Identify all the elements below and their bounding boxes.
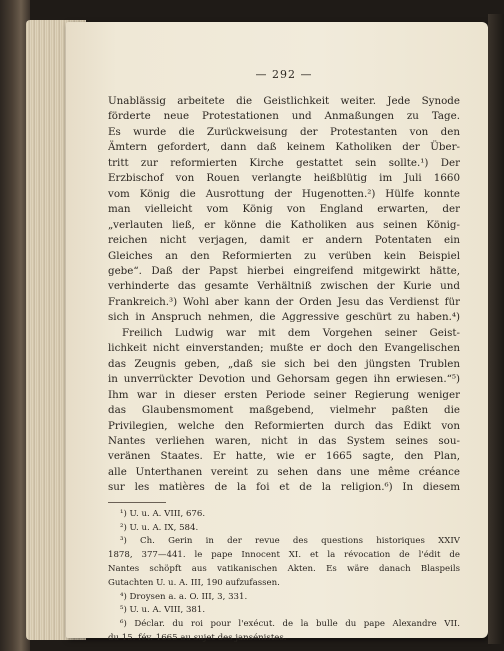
- body-line: Frankreich.³) Wohl aber kann der Orden Jesu das Verdienst für: [108, 295, 460, 308]
- footnote: ⁶) Déclar. du roi pour l'exécut. de la bulle du pape Alexandre VII.: [120, 619, 460, 630]
- body-line: Erzbischof von Rouen verlangte heißblütig im Juli 1660: [108, 172, 460, 185]
- body-line: man vielleicht vom König von England erwarten, der: [108, 203, 460, 216]
- body-line: Unablässig arbeitete die Geistlichkeit weiter. Jede Synode: [108, 95, 460, 107]
- body-line: vom König die Ausrottung der Hugenotten.²) Hülfe konnte: [108, 187, 460, 200]
- body-line: in unverrückter Devotion und Gehorsam gegen ihn erwiesen.“⁵): [108, 373, 460, 386]
- body-line: Freilich Ludwig war mit dem Vorgehen seiner Geist-: [122, 326, 460, 339]
- body-text: [108, 94, 460, 496]
- body-line: lichkeit nicht einverstanden; mußte er doch den Evangelischen: [108, 342, 460, 355]
- body-line: sich in Anspruch nehmen, die Aggressive geschürt zu haben.⁴): [108, 311, 460, 324]
- body-line: Ämtern gefordert, dann daß keinem Katholiken der Über-: [108, 141, 460, 154]
- body-line: tritt zur reformierten Kirche gestattet sein sollte.¹) Der: [108, 156, 460, 169]
- body-line: Es wurde die Zurückweisung der Protestanten von den: [108, 125, 460, 138]
- body-line: verhinderte das gesamte Verhältniß zwischen der Kurie und: [108, 280, 460, 293]
- body-line: Nantes verliehen waren, nicht in das System seines sou-: [108, 434, 460, 447]
- book-cover-right: [488, 14, 504, 644]
- page-text: [108, 68, 460, 646]
- footnote-continuation: Nantes schöpft aus vatikanischen Akten. Es wäre danach Blaspeils: [108, 563, 460, 574]
- body-line: veränen Staates. Er hatte, wie er 1665 sagte, den Plan,: [108, 450, 460, 463]
- body-line: alle Unterthanen vereint zu sehen dans une même créance: [108, 465, 460, 478]
- footnote-divider: [108, 502, 166, 503]
- footnotes: [108, 508, 460, 646]
- footnote-continuation: du 15. fév. 1665 au sujet des jansénistes.: [108, 632, 287, 643]
- footnote: ¹) U. u. A. VIII, 676.: [120, 508, 206, 519]
- page-number: — 292 —: [255, 68, 313, 81]
- body-line: gebe“. Daß der Papst hierbei eingreifend mitgewirkt hätte,: [108, 264, 460, 277]
- body-line: das Zeugnis geben, „daß sie sich bei den jüngsten Trublen: [108, 357, 460, 370]
- body-line: „verlauten ließ, er könne die Katholiken aus seinen König-: [108, 218, 460, 231]
- footnote: ⁴) Droysen a. a. O. III, 3, 331.: [120, 591, 248, 602]
- footnote: ³) Ch. Gerin in der revue des questions historiques XXIV: [120, 536, 460, 547]
- body-line: Ihm war in dieser ersten Periode seiner Regierung weniger: [108, 388, 460, 401]
- body-line: reichen nicht verjagen, damit er andern Potentaten ein: [108, 234, 460, 247]
- body-line: förderte neue Protestationen und Anmaßungen zu Tage.: [108, 110, 460, 123]
- footnote-continuation: 1878, 377—441. le pape Innocent XI. et la révocation de l'édit de: [108, 550, 460, 561]
- footnote-continuation: Gutachten U. u. A. III, 190 aufzufassen.: [108, 577, 280, 588]
- body-line: das Glaubensmoment maßgebend, vielmehr paßten die: [108, 404, 460, 417]
- body-line: sur les matières de la foi et de la religion.⁶) In diesem: [108, 481, 460, 494]
- body-line: Gleiches an den Reformierten zu verüben kein Beispiel: [108, 249, 460, 262]
- body-line: Privilegien, welche den Reformierten durch das Edikt von: [108, 419, 460, 432]
- footnote: ²) U. u. A. IX, 584.: [120, 522, 199, 533]
- footnote: ⁵) U. u. A. VIII, 381.: [120, 605, 206, 616]
